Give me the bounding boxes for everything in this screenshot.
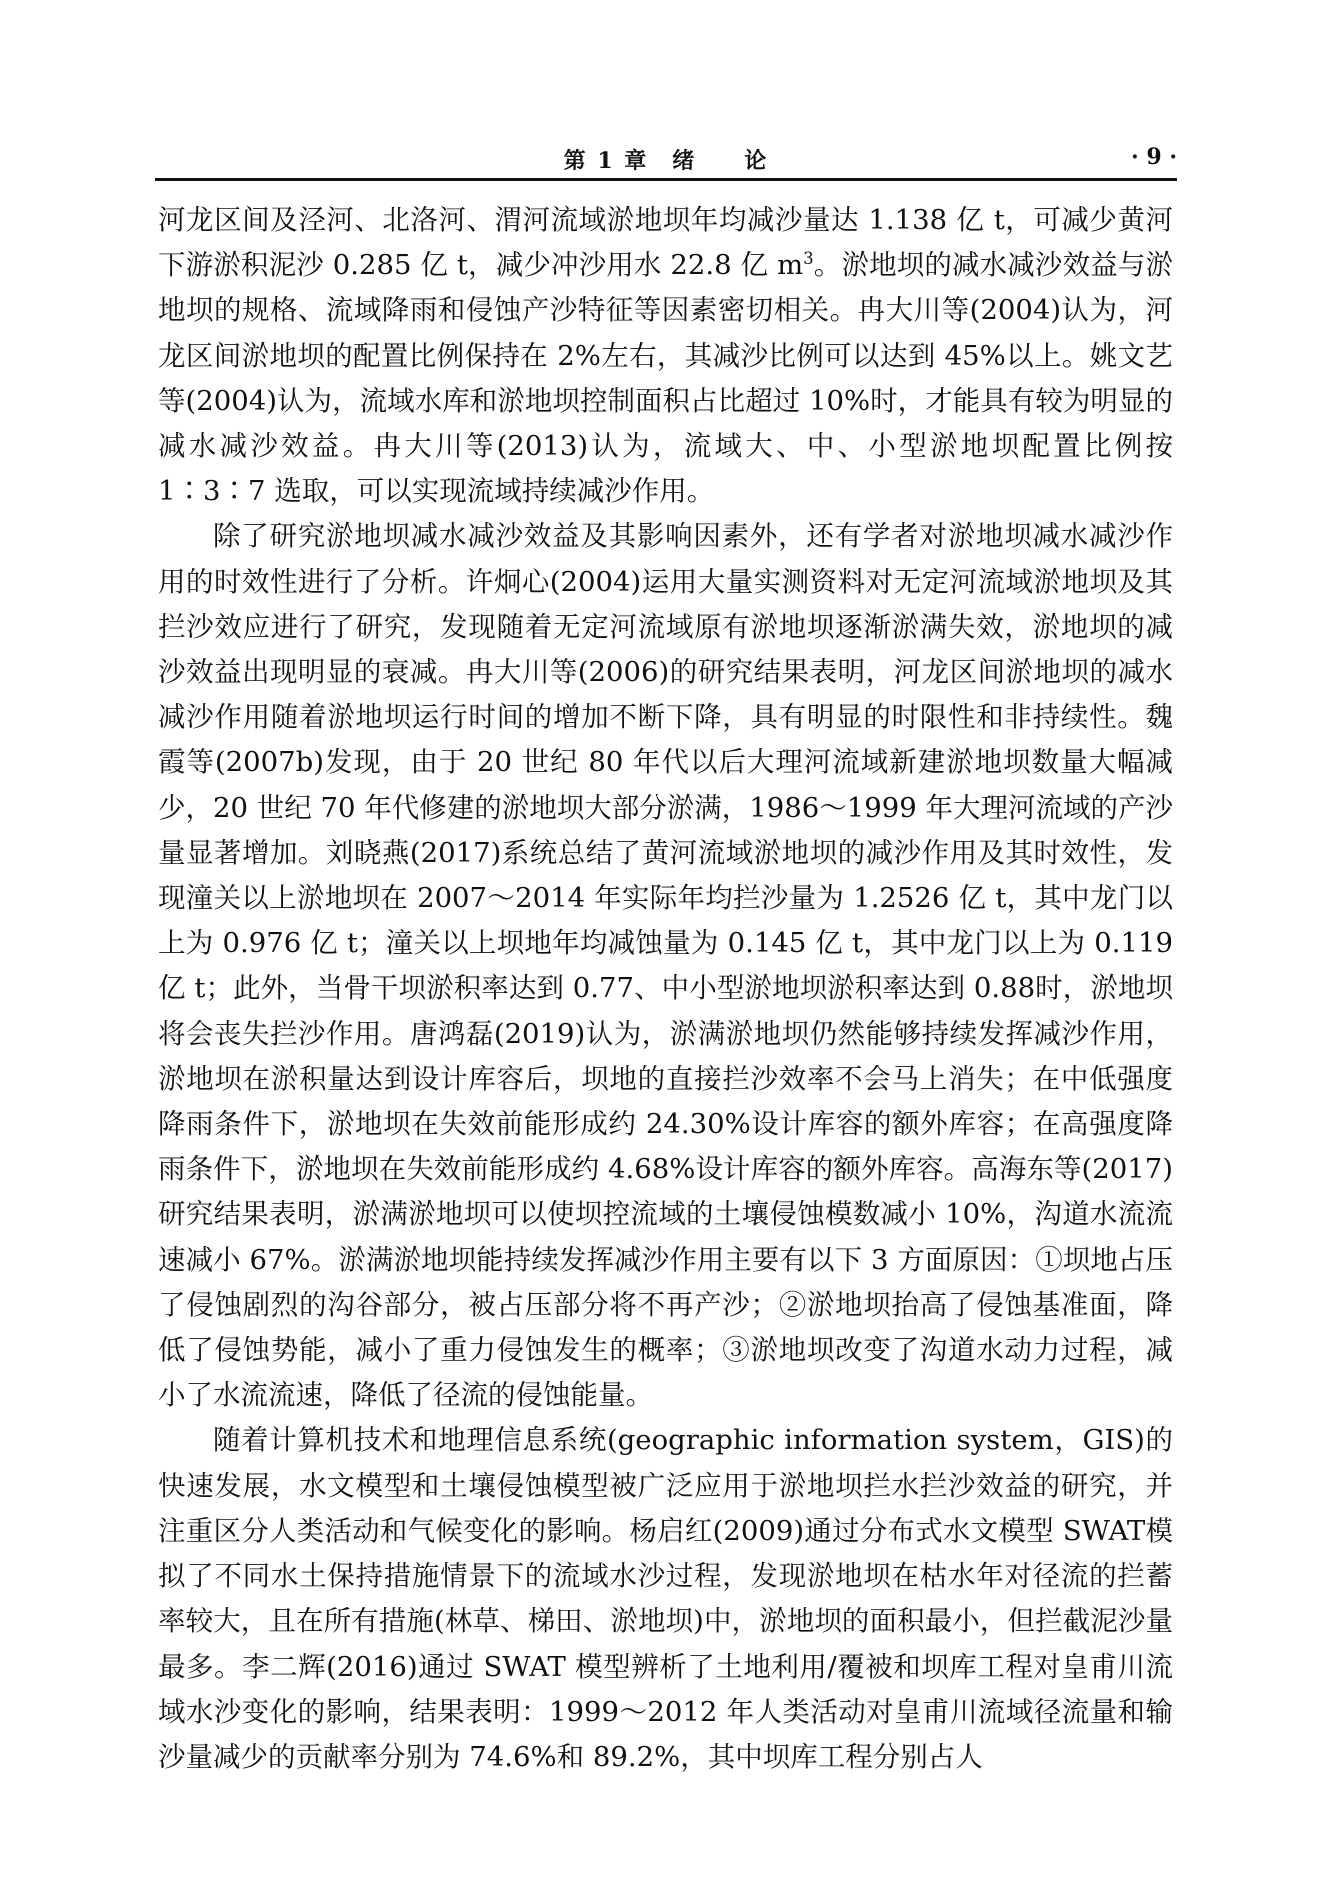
page-number: · 9 · [1131,144,1177,170]
paragraph-2: 除了研究淤地坝减水减沙效益及其影响因素外，还有学者对淤地坝减水减沙作用的时效性进行了分析。许炯心(2004)运用大量实测资料对无定河流域淤地坝及其拦沙效应进行了研究，发现随着无定河流域原有淤地坝逐渐淤满失效，淤地坝的减沙效益出现明显的衰减。冉大川等(2006)的研究结果表明，河龙区间淤地坝的减水减沙作用随着淤地坝运行时间的增加不断下降，具有明显的时限性和非持续性。魏霞等(2007b)发现，由于 20 世纪 80 年代以后大理河流域新建淤地坝数量大幅减少，20 世纪 70 年代修建的淤地坝大部分淤满，1986～1999 年大理河流域的产沙量显著增加。刘晓燕(2017)系统总结了黄河流域淤地坝的减沙作用及其时效性，发现潼关以上淤地坝在 2007～2014 年实际年均拦沙量为 1.2526 亿 t，其中龙门以上为 0.976 亿 t；潼关以上坝地年均减蚀量为 0.145 亿 t，其中龙门以上为 0.119 亿 t；此外，当骨干坝淤积率达到 0.77、中小型淤地坝淤积率达到 0.88时，淤地坝将会丧失拦沙作用。唐鸿磊(2019)认为，淤满淤地坝仍然能够持续发挥减沙作用，淤地坝在淤积量达到设计库容后，坝地的直接拦沙效率不会马上消失；在中低强度降雨条件下，淤地坝在失效前能形成约 24.30%设计库容的额外库容；在高强度降雨条件下，淤地坝在失效前能形成约 4.68%设计库容的额外库容。高海东等(2017)研究结果表明，淤满淤地坝可以使坝控流域的土壤侵蚀模数减小 10%，沟道水流流速减小 67%。淤满淤地坝能持续发挥减沙作用主要有以下 3 方面原因：①坝地占压了侵蚀剧烈的沟谷部分，被占压部分将不再产沙；②淤地坝抬高了侵蚀基准面，降低了侵蚀势能，减小了重力侵蚀发生的概率；③淤地坝改变了沟道水动力过程，减小了水流流速，降低了径流的侵蚀能量。 [158,520,1173,1412]
cubic-superscript: 3 [803,249,814,269]
paragraph-1-text-continued: 。淤地坝的减水减沙效益与淤地坝的规格、流域降雨和侵蚀产沙特征等因素密切相关。冉大川等(2004)认为，河龙区间淤地坝的配置比例保持在 2%左右，其减沙比例可以达到 45%以上。姚文艺等(2004)认为，流域水库和淤地坝控制面积占比超过 10%时，才能具有较为明显的减水减沙效益。冉大川等(2013)认为，流域大、中、小型淤地坝配置比例按 1∶3∶7 选取，可以实现流域持续减沙作用。 [158,249,1173,508]
paragraph-3: 随着计算机技术和地理信息系统(geographic information system，GIS)的快速发展，水文模型和土壤侵蚀模型被广泛应用于淤地坝拦水拦沙效益的研究，并注重区分人类活动和气候变化的影响。杨启红(2009)通过分布式水文模型 SWAT模拟了不同水土保持措施情景下的流域水沙过程，发现淤地坝在枯水年对径流的拦蓄率较大，且在所有措施(林草、梯田、淤地坝)中，淤地坝的面积最小，但拦截泥沙量最多。李二辉(2016)通过 SWAT 模型辨析了土地利用/覆被和坝库工程对皇甫川流域水沙变化的影响，结果表明：1999～2012 年人类活动对皇甫川流域径流量和输沙量减少的贡献率分别为 74.6%和 89.2%，其中坝库工程分别占人 [158,1424,1173,1773]
body-text [158,198,1173,1780]
header-rule [155,178,1177,181]
chapter-title: 第 1 章 绪 论 [563,148,769,174]
paragraph-1-text: 河龙区间及泾河、北洛河、渭河流域淤地坝年均减沙量达 1.138 亿 t，可减少黄河下游淤积泥沙 0.285 亿 t，减少冲沙用水 22.8 亿 m [158,204,1173,282]
paragraph-1 [158,198,1173,514]
running-header [155,142,1177,182]
